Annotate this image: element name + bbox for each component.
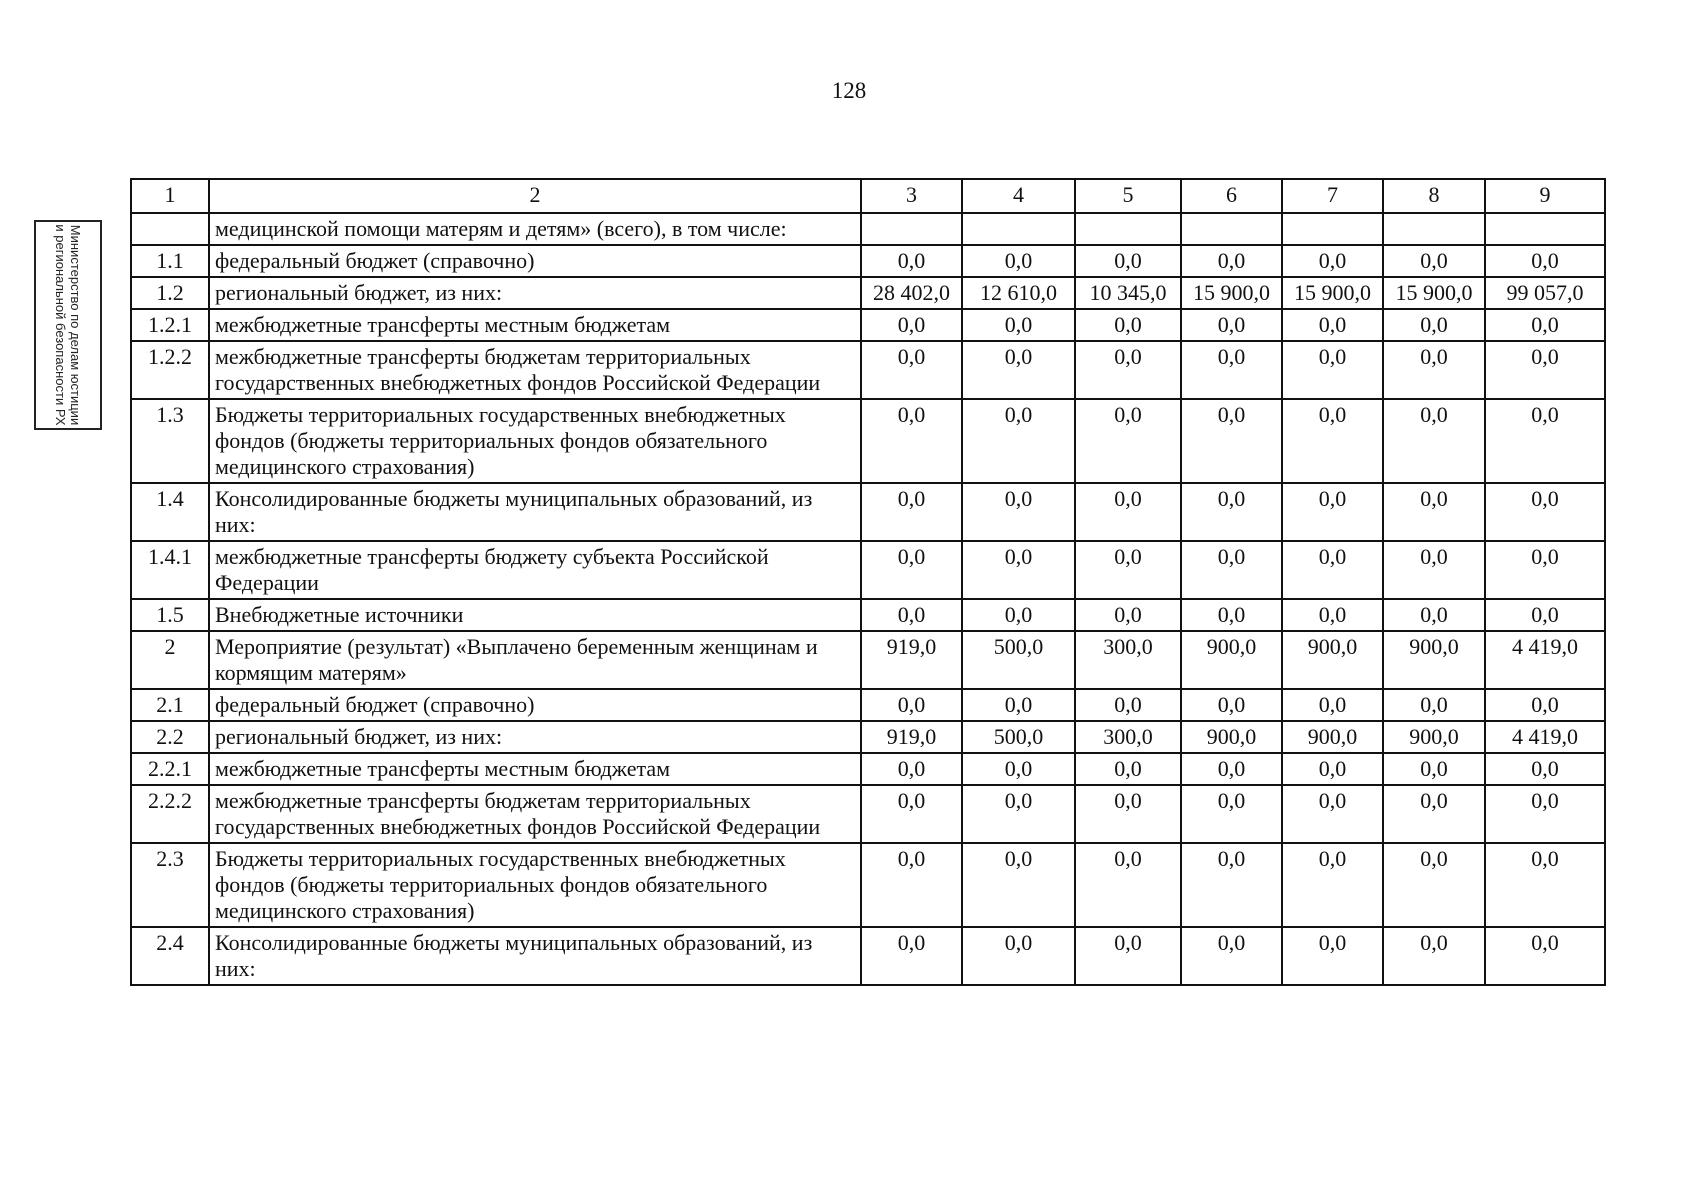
value-cell (861, 213, 962, 245)
value-cell: 0,0 (962, 843, 1075, 927)
column-header: 1 (131, 179, 209, 213)
value-cell: 919,0 (861, 721, 962, 753)
column-header: 2 (209, 179, 861, 213)
table-row (131, 721, 1605, 753)
row-name-cell: федеральный бюджет (справочно) (209, 689, 861, 721)
row-code-cell: 1.4 (131, 483, 209, 541)
row-name-cell: федеральный бюджет (справочно) (209, 245, 861, 277)
value-cell: 0,0 (1485, 689, 1605, 721)
value-cell: 900,0 (1282, 721, 1383, 753)
row-code-cell: 2.2.1 (131, 753, 209, 785)
table-row (131, 927, 1605, 985)
row-code-cell: 1.3 (131, 399, 209, 483)
value-cell: 15 900,0 (1181, 277, 1282, 309)
value-cell: 0,0 (861, 245, 962, 277)
value-cell: 0,0 (1383, 785, 1485, 843)
value-cell: 0,0 (1181, 245, 1282, 277)
row-name-cell: Мероприятие (результат) «Выплачено беременным женщинам и кормящим матерям» (209, 631, 861, 689)
value-cell: 0,0 (1181, 843, 1282, 927)
value-cell: 0,0 (861, 399, 962, 483)
value-cell: 0,0 (1383, 341, 1485, 399)
value-cell: 0,0 (962, 309, 1075, 341)
value-cell: 0,0 (1383, 927, 1485, 985)
value-cell: 0,0 (1282, 927, 1383, 985)
page-number: 128 (831, 78, 867, 103)
value-cell: 0,0 (1485, 785, 1605, 843)
column-header: 4 (962, 179, 1075, 213)
value-cell: 0,0 (1181, 785, 1282, 843)
value-cell: 0,0 (861, 341, 962, 399)
value-cell: 0,0 (1485, 541, 1605, 599)
value-cell: 0,0 (1075, 927, 1181, 985)
value-cell: 0,0 (1075, 245, 1181, 277)
table-row (131, 541, 1605, 599)
value-cell: 900,0 (1181, 721, 1282, 753)
value-cell: 0,0 (1383, 483, 1485, 541)
value-cell: 0,0 (1485, 309, 1605, 341)
value-cell (1181, 213, 1282, 245)
table-row (131, 309, 1605, 341)
value-cell: 900,0 (1181, 631, 1282, 689)
value-cell: 0,0 (1383, 245, 1485, 277)
value-cell: 0,0 (1383, 689, 1485, 721)
value-cell: 0,0 (1282, 541, 1383, 599)
value-cell: 0,0 (1075, 753, 1181, 785)
value-cell: 0,0 (1181, 399, 1282, 483)
value-cell: 500,0 (962, 721, 1075, 753)
table-row (131, 785, 1605, 843)
budget-table (130, 178, 1606, 986)
value-cell: 0,0 (962, 541, 1075, 599)
value-cell: 0,0 (1485, 245, 1605, 277)
column-header: 8 (1383, 179, 1485, 213)
value-cell: 0,0 (861, 785, 962, 843)
table-row (131, 689, 1605, 721)
value-cell (1383, 213, 1485, 245)
value-cell: 12 610,0 (962, 277, 1075, 309)
value-cell: 0,0 (962, 927, 1075, 985)
value-cell (962, 213, 1075, 245)
row-name-cell: межбюджетные трансферты бюджетам территориальных государственных внебюджетных фондов Российской Федерации (209, 785, 861, 843)
value-cell: 300,0 (1075, 631, 1181, 689)
table-row (131, 277, 1605, 309)
value-cell: 0,0 (1485, 753, 1605, 785)
row-code-cell: 1.5 (131, 599, 209, 631)
row-name-cell: Бюджеты территориальных государственных внебюджетных фондов (бюджеты территориальных фондов обязательного медицинского страхования) (209, 399, 861, 483)
value-cell (1282, 213, 1383, 245)
value-cell: 0,0 (1181, 541, 1282, 599)
table-row (131, 599, 1605, 631)
value-cell (1075, 213, 1181, 245)
row-name-cell: Консолидированные бюджеты муниципальных образований, из них: (209, 927, 861, 985)
row-code-cell: 1.2.2 (131, 341, 209, 399)
value-cell: 500,0 (962, 631, 1075, 689)
value-cell: 0,0 (861, 309, 962, 341)
value-cell: 0,0 (1181, 927, 1282, 985)
value-cell: 0,0 (1181, 483, 1282, 541)
value-cell: 0,0 (1075, 399, 1181, 483)
column-header: 3 (861, 179, 962, 213)
value-cell: 300,0 (1075, 721, 1181, 753)
value-cell: 0,0 (861, 599, 962, 631)
column-header: 5 (1075, 179, 1181, 213)
row-name-cell: межбюджетные трансферты местным бюджетам (209, 753, 861, 785)
row-code-cell: 2.4 (131, 927, 209, 985)
value-cell: 0,0 (1075, 689, 1181, 721)
row-code-cell (131, 213, 209, 245)
value-cell: 919,0 (861, 631, 962, 689)
value-cell: 0,0 (861, 927, 962, 985)
row-code-cell: 2.2.2 (131, 785, 209, 843)
value-cell: 0,0 (1282, 341, 1383, 399)
value-cell: 0,0 (1282, 599, 1383, 631)
value-cell: 0,0 (1282, 245, 1383, 277)
value-cell: 0,0 (1075, 599, 1181, 631)
value-cell: 0,0 (1075, 341, 1181, 399)
value-cell: 28 402,0 (861, 277, 962, 309)
column-header: 6 (1181, 179, 1282, 213)
value-cell: 900,0 (1383, 721, 1485, 753)
column-header: 7 (1282, 179, 1383, 213)
value-cell: 15 900,0 (1383, 277, 1485, 309)
value-cell: 0,0 (1485, 483, 1605, 541)
value-cell: 99 057,0 (1485, 277, 1605, 309)
value-cell: 0,0 (1282, 309, 1383, 341)
value-cell: 0,0 (1181, 753, 1282, 785)
value-cell: 0,0 (1075, 309, 1181, 341)
row-name-cell: Бюджеты территориальных государственных внебюджетных фондов (бюджеты территориальных фондов обязательного медицинского страхования) (209, 843, 861, 927)
row-code-cell: 1.1 (131, 245, 209, 277)
value-cell: 0,0 (1485, 843, 1605, 927)
row-name-cell: Внебюджетные источники (209, 599, 861, 631)
value-cell: 0,0 (962, 341, 1075, 399)
value-cell: 0,0 (861, 541, 962, 599)
table-row (131, 631, 1605, 689)
value-cell: 0,0 (1383, 541, 1485, 599)
row-code-cell: 2.2 (131, 721, 209, 753)
value-cell: 0,0 (1282, 785, 1383, 843)
row-name-cell: региональный бюджет, из них: (209, 721, 861, 753)
value-cell: 0,0 (1383, 309, 1485, 341)
row-code-cell: 2.1 (131, 689, 209, 721)
value-cell: 0,0 (1282, 753, 1383, 785)
value-cell: 15 900,0 (1282, 277, 1383, 309)
row-name-cell: межбюджетные трансферты бюджету субъекта Российской Федерации (209, 541, 861, 599)
table-body (131, 213, 1605, 985)
value-cell: 0,0 (1282, 843, 1383, 927)
value-cell: 900,0 (1383, 631, 1485, 689)
value-cell: 0,0 (1282, 689, 1383, 721)
value-cell: 0,0 (962, 599, 1075, 631)
value-cell: 0,0 (962, 753, 1075, 785)
value-cell: 0,0 (861, 483, 962, 541)
value-cell: 0,0 (962, 245, 1075, 277)
value-cell: 0,0 (1383, 399, 1485, 483)
value-cell: 0,0 (1485, 341, 1605, 399)
value-cell (1485, 213, 1605, 245)
row-name-cell: медицинской помощи матерям и детям» (всего), в том числе: (209, 213, 861, 245)
value-cell: 10 345,0 (1075, 277, 1181, 309)
row-code-cell: 1.2 (131, 277, 209, 309)
value-cell: 4 419,0 (1485, 631, 1605, 689)
value-cell: 0,0 (1075, 843, 1181, 927)
value-cell: 0,0 (1075, 785, 1181, 843)
value-cell: 0,0 (1181, 689, 1282, 721)
table-header-row (131, 179, 1605, 213)
value-cell: 0,0 (1383, 599, 1485, 631)
value-cell: 900,0 (1282, 631, 1383, 689)
row-name-cell: региональный бюджет, из них: (209, 277, 861, 309)
table-row (131, 843, 1605, 927)
registration-stamp (34, 220, 102, 430)
table-row (131, 245, 1605, 277)
value-cell: 0,0 (1383, 753, 1485, 785)
value-cell: 0,0 (1485, 599, 1605, 631)
row-name-cell: Консолидированные бюджеты муниципальных образований, из них: (209, 483, 861, 541)
value-cell: 0,0 (1383, 843, 1485, 927)
value-cell: 0,0 (1282, 399, 1383, 483)
value-cell: 0,0 (861, 843, 962, 927)
stamp-text: Министерство по делам юстиции и региональной безопасности РХ (53, 224, 83, 426)
value-cell: 0,0 (1075, 483, 1181, 541)
value-cell: 0,0 (1075, 541, 1181, 599)
value-cell: 0,0 (861, 753, 962, 785)
row-name-cell: межбюджетные трансферты бюджетам территориальных государственных внебюджетных фондов Российской Федерации (209, 341, 861, 399)
row-name-cell: межбюджетные трансферты местным бюджетам (209, 309, 861, 341)
value-cell: 0,0 (962, 785, 1075, 843)
value-cell: 0,0 (962, 689, 1075, 721)
table-row (131, 341, 1605, 399)
value-cell: 0,0 (1282, 483, 1383, 541)
column-header: 9 (1485, 179, 1605, 213)
row-code-cell: 2.3 (131, 843, 209, 927)
row-code-cell: 2 (131, 631, 209, 689)
value-cell: 0,0 (1485, 927, 1605, 985)
value-cell: 0,0 (1181, 309, 1282, 341)
value-cell: 0,0 (1485, 399, 1605, 483)
row-code-cell: 1.2.1 (131, 309, 209, 341)
value-cell: 0,0 (861, 689, 962, 721)
table-row (131, 753, 1605, 785)
table-row (131, 483, 1605, 541)
value-cell: 0,0 (1181, 341, 1282, 399)
value-cell: 0,0 (962, 399, 1075, 483)
value-cell: 0,0 (962, 483, 1075, 541)
table-row (131, 399, 1605, 483)
value-cell: 4 419,0 (1485, 721, 1605, 753)
row-code-cell: 1.4.1 (131, 541, 209, 599)
table-row (131, 213, 1605, 245)
value-cell: 0,0 (1181, 599, 1282, 631)
